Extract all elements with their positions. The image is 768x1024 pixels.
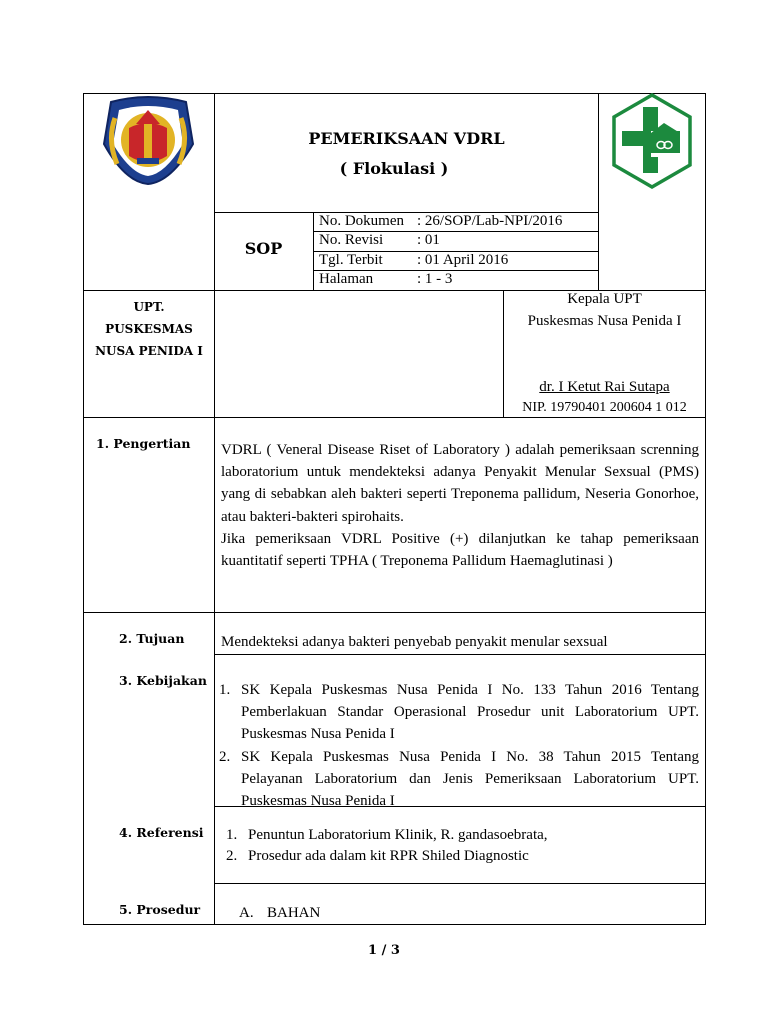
list-item-text: Prosedur ada dalam kit RPR Shiled Diagnostic [248, 848, 529, 864]
meta-label-revision: No. Revisi [319, 232, 384, 248]
list-item-text: SK Kepala Puskesmas Nusa Penida I No. 38 Tahun 2015 Tentang Pelayanan Laboratorium dan Jenis Pemeriksaan Laboratorium UPT. Puskesmas Nusa Penida I [241, 748, 699, 810]
kebijakan-list [219, 679, 699, 812]
meta-label-doc-number: No. Dokumen [319, 213, 404, 229]
list-item-number: 1. [219, 682, 231, 698]
puskesmas-logo [611, 93, 693, 190]
sop-label: SOP [244, 239, 283, 258]
meta-label-issue-date: Tgl. Terbit [319, 252, 383, 268]
approval-title-1: Kepala UPT [567, 291, 642, 307]
list-item [219, 746, 699, 813]
meta-label-page: Halaman [319, 271, 374, 287]
approver-nip: NIP. 19790401 200604 1 012 [522, 400, 687, 415]
document-subtitle: ( Flokulasi ) [339, 159, 449, 178]
org-line-3: NUSA PENIDA I [95, 344, 203, 358]
list-item-text: Penuntun Laboratorium Klinik, R. gandasoebrata, [248, 827, 548, 843]
page-number: 1 / 3 [368, 943, 400, 958]
meta-value-doc-number: : 26/SOP/Lab-NPI/2016 [417, 213, 563, 229]
org-line-1: UPT. [133, 300, 165, 314]
list-item-number: 2. [226, 848, 238, 864]
list-item [226, 825, 699, 846]
list-item [226, 846, 699, 867]
section-label-referensi: 4. Referensi [119, 825, 204, 840]
document-title: PEMERIKSAAN VDRL [308, 129, 505, 148]
meta-value-page: : 1 - 3 [417, 271, 453, 287]
regency-crest-logo [101, 94, 196, 186]
approver-name: dr. I Ketut Rai Sutapa [539, 379, 670, 395]
approval-title-2: Puskesmas Nusa Penida I [527, 313, 682, 329]
section-label-kebijakan: 3. Kebijakan [119, 673, 207, 688]
meta-value-revision: : 01 [417, 232, 440, 248]
section-label-pengertian: 1. Pengertian [96, 436, 191, 451]
pengertian-paragraph-1: VDRL ( Veneral Disease Riset of Laboratory ) adalah pemeriksaan screnning laboratorium untuk mendekteksi adanya Penyakit Menular Sexsual (PMS) yang di sebabkan aleh bakteri seperti Treponema pallidum, Neseria Gonorhoe, atau bakteri-bakteri spirohaits. [221, 442, 699, 525]
tujuan-text: Mendekteksi adanya bakteri penyebab penyakit menular sexsual [221, 634, 608, 650]
meta-value-issue-date: : 01 April 2016 [417, 252, 509, 268]
list-item-number: 1. [226, 827, 238, 843]
list-item-text: SK Kepala Puskesmas Nusa Penida I No. 133 Tahun 2016 Tentang Pemberlakuan Standar Operasional Prosedur unit Laboratorium UPT. Puskesmas Nusa Penida I [241, 682, 699, 743]
referensi-list [226, 825, 699, 867]
section-label-tujuan: 2. Tujuan [119, 631, 185, 646]
pengertian-paragraph-2: Jika pemeriksaan VDRL Positive (+) dilanjutkan ke tahap pemeriksaan kuantitatif seperti TPHA ( Treponema Pallidum Haemaglutinasi ) [221, 531, 699, 570]
list-item-number: 2. [219, 748, 231, 765]
org-line-2: PUSKESMAS [105, 322, 193, 336]
list-item [219, 679, 699, 746]
section-label-prosedur: 5. Prosedur [119, 902, 201, 917]
prosedur-sub-heading: BAHAN [267, 905, 321, 921]
prosedur-sub-number: A. [239, 905, 254, 921]
